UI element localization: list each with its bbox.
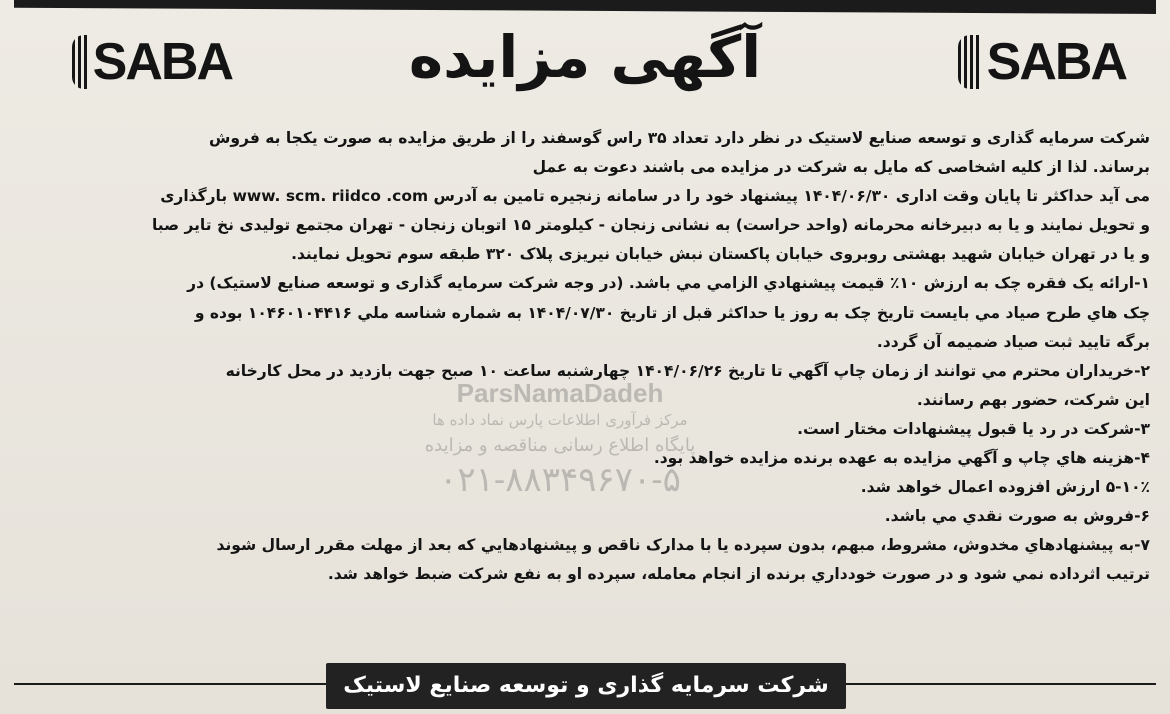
condition-6: ۶-فروش به صورت نقدي مي باشد. [884,507,1150,526]
condition-1: ۱-ارائه یک فقره چک به ارزش ۱۰٪ قیمت پیشنهادي الزامي مي باشد. (در وجه شرکت سرمایه گذاری و توسعه صنایع لاستیک) در [187,274,1150,293]
condition-3: ۳-شرکت در رد یا قبول پیشنهادات مختار است. [797,419,1150,438]
body-line: و تحویل نمایند و یا به دبیرخانه محرمانه (واحد حراست) به نشانی زنجان - کیلومتر ۱۵ اتوبان زنجان - تهران مجتمع تولیدی نخ تایر صبا [151,216,1150,235]
body-line: و یا در تهران خیابان شهید بهشتی روبروی خیابان پاکستان نبش خیابان نیریزی پلاک ۳۲۰ طبقه سوم تحویل نمایند. [291,245,1150,264]
condition-7: ۷-به پیشنهادهاي مخدوش، مشروط، مبهم، بدون سپرده یا با مدارک ناقص و پیشنهادهایي که بعد از مهلت مقرر ارسال شوند [216,536,1150,555]
condition-5: ۵-۱۰٪ ارزش افزوده اعمال خواهد شد. [860,478,1150,497]
condition-2-cont: این شرکت، حضور بهم رسانند. [916,390,1150,409]
watermark-tagline: پایگاه اطلاع رسانی مناقصه و مزایده [424,435,696,456]
watermark-phone: ۰۲۱-۸۸۳۴۹۶۷۰-۵ [439,461,681,499]
condition-1-cont: چک هاي طرح صیاد مي بایست تاریخ چک به روز یا حداکثر قبل از تاریخ ۱۴۰۴/۰۷/۳۰ به شماره شناسه ملي ۱۰۴۶۰۱۰۴۴۱۶ بوده و [194,303,1150,322]
saba-logo-text: SABA [986,33,1126,91]
top-border [14,0,1156,14]
saba-logo-mark-icon [72,35,87,89]
condition-1-cont: برگه تایید ثبت صیاد ضمیمه آن گردد. [876,332,1150,351]
saba-logo-text: SABA [92,33,232,91]
page-title: آگهی مزایده [408,23,762,91]
watermark-subtitle: مرکز فرآوری اطلاعات پارس نماد داده ها [432,411,688,429]
body-line: برساند. لذا از کلیه اشخاصی که مایل به شرکت در مزایده می باشند دعوت به عمل [532,158,1150,177]
condition-2: ۲-خریداران محترم مي توانند از زمان چاپ آگهي تا تاریخ ۱۴۰۴/۰۶/۲۶ چهارشنبه ساعت ۱۰ صبح جهت بازدید در محل کارخانه [225,361,1150,380]
saba-logo-right [958,32,1126,92]
condition-7-cont: ترتیب اثرداده نمي شود و در صورت خودداري برنده از انجام معامله، سپرده او به نفع شرکت ضبط خواهد شد. [327,565,1150,584]
watermark-brand: ParsNamaDadeh [456,378,664,408]
announcement-body [20,124,1150,590]
body-line: شرکت سرمایه گذاری و توسعه صنایع لاستیک در نظر دارد تعداد ۳۵ راس گوسفند را از طریق مزایده به صورت یکجا به فروش [209,129,1150,147]
condition-4: ۴-هزینه هاي چاپ و آگهي مزایده به عهده برنده مزایده خواهد بود. [653,449,1150,468]
body-line: می آید حداکثر تا پایان وقت اداری ۱۴۰۴/۰۶/۳۰ پیشنهاد خود را در سامانه زنجیره تامین به آدرس www. scm. riidco .com بارگذاری [160,187,1150,206]
saba-logo-left [72,32,232,92]
footer-company-name: شرکت سرمایه گذاری و توسعه صنایع لاستیک [343,673,829,698]
saba-logo-mark-icon [958,35,981,89]
